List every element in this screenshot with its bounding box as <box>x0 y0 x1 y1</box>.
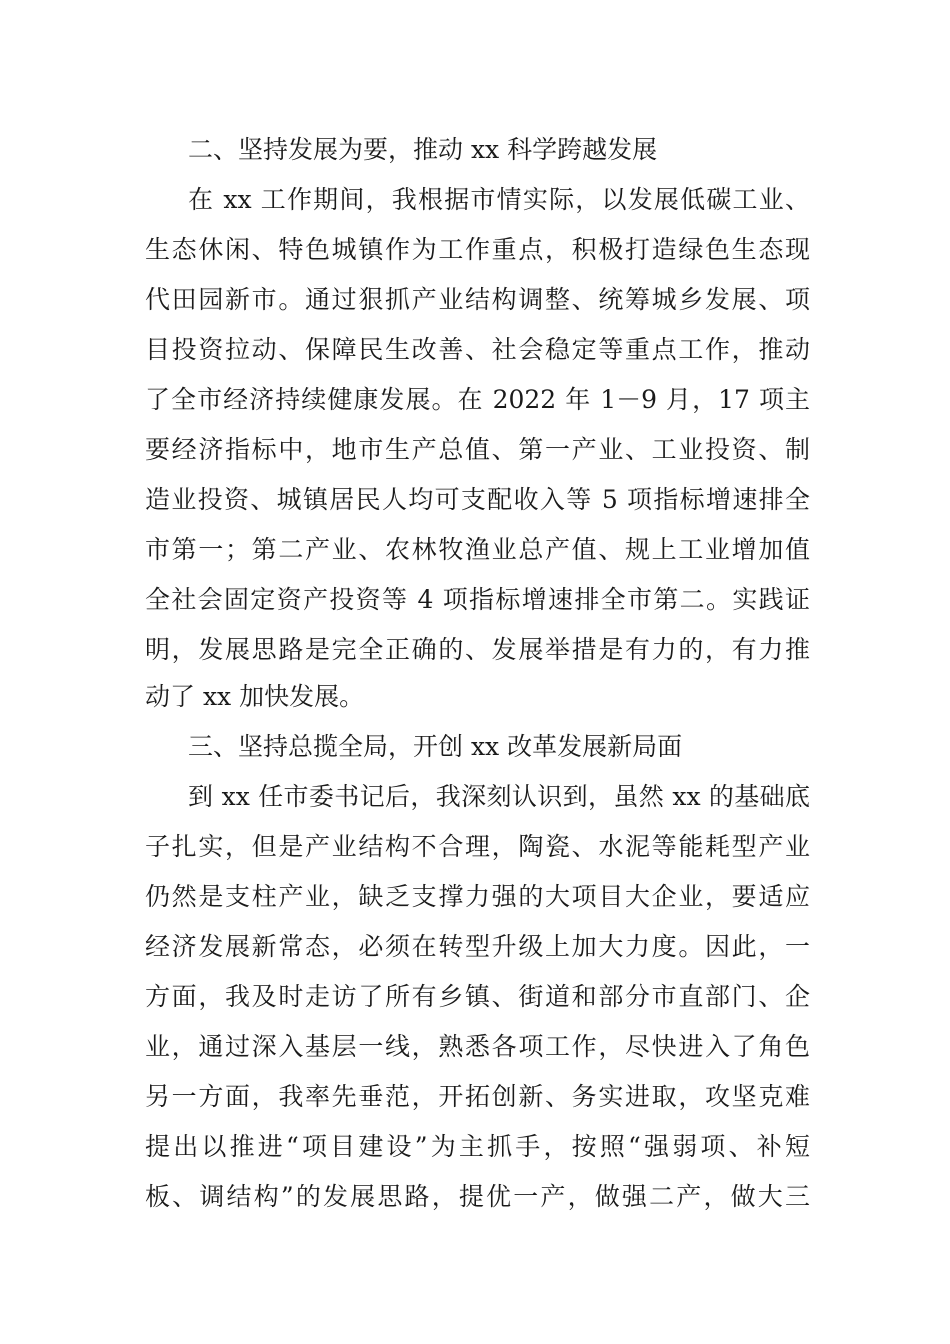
section-2-line-5: 了全市经济持续健康发展。在 2022 年 1－9 月，17 项主 <box>145 385 810 414</box>
section-2-line-11: 动了 xx 加快发展。 <box>145 682 365 711</box>
section-3-line-3: 仍然是支柱产业，缺乏支撑力强的大项目大企业，要适应 <box>145 882 810 911</box>
section-3-line-5: 方面，我及时走访了所有乡镇、街道和部分市直部门、企 <box>145 982 810 1011</box>
section-2-line-3: 代田园新市。通过狠抓产业结构调整、统筹城乡发展、项 <box>145 285 810 314</box>
section-2-line-1: 在 xx 工作期间，我根据市情实际，以发展低碳工业、 <box>188 185 810 214</box>
section-3-line-8: 提出以推进“项目建设”为主抓手，按照“强弱项、补短 <box>145 1132 810 1161</box>
section-2-line-2: 生态休闲、特色城镇作为工作重点，积极打造绿色生态现 <box>145 235 810 264</box>
section-3-line-1: 到 xx 任市委书记后，我深刻认识到，虽然 xx 的基础底 <box>188 782 810 811</box>
section-3-line-6: 业，通过深入基层一线，熟悉各项工作，尽快进入了角色 <box>145 1032 810 1061</box>
section-3-heading: 三、坚持总揽全局，开创 xx 改革发展新局面 <box>188 732 683 761</box>
section-3-line-9: 板、调结构”的发展思路，提优一产，做强二产，做大三 <box>145 1182 810 1211</box>
section-2-heading: 二、坚持发展为要，推动 xx 科学跨越发展 <box>188 135 658 164</box>
section-2-line-9: 全社会固定资产投资等 4 项指标增速排全市第二。实践证 <box>145 585 810 614</box>
section-2-line-4: 目投资拉动、保障民生改善、社会稳定等重点工作，推动 <box>145 335 810 364</box>
section-2-line-7: 造业投资、城镇居民人均可支配收入等 5 项指标增速排全 <box>145 485 810 514</box>
section-3-line-7: 另一方面，我率先垂范，开拓创新、务实进取，攻坚克难 <box>145 1082 810 1111</box>
section-2-line-6: 要经济指标中，地市生产总值、第一产业、工业投资、制 <box>145 435 810 464</box>
section-2-line-10: 明，发展思路是完全正确的、发展举措是有力的，有力推 <box>145 635 810 664</box>
section-3-line-4: 经济发展新常态，必须在转型升级上加大力度。因此，一 <box>145 932 810 961</box>
section-2-line-8: 市第一；第二产业、农林牧渔业总产值、规上工业增加值 <box>145 535 810 564</box>
section-3-line-2: 子扎实，但是产业结构不合理，陶瓷、水泥等能耗型产业 <box>145 832 810 861</box>
